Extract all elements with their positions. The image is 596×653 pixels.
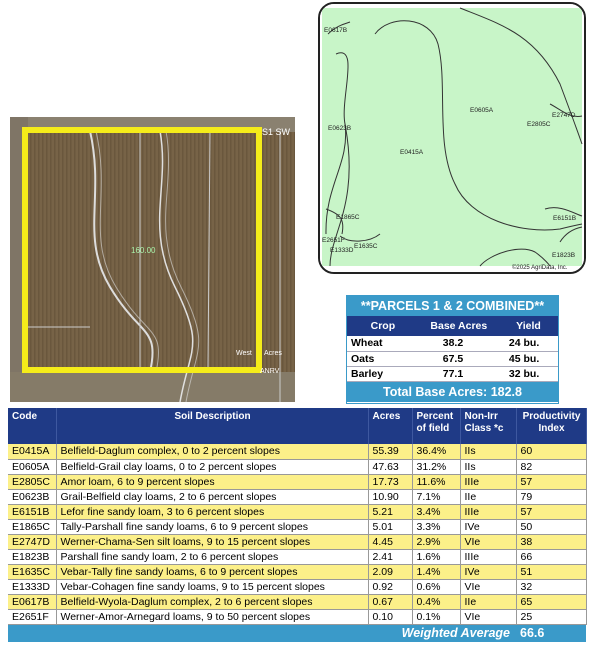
soil-percent-cell: 2.9%: [412, 534, 460, 549]
map-label-3: E2747D: [552, 112, 576, 119]
soil-map-image: [320, 4, 584, 272]
soil-class-cell: VIe: [460, 609, 516, 624]
soil-class-cell: IIs: [460, 459, 516, 474]
soil-code-cell: E0617B: [8, 594, 56, 609]
soil-class-cell: VIe: [460, 534, 516, 549]
soil-productivity-cell: 66: [516, 549, 586, 564]
soil-class-cell: IIe: [460, 489, 516, 504]
header-acres: Acres: [368, 408, 412, 444]
soil-class-cell: IVe: [460, 519, 516, 534]
soil-percent-cell: 1.6%: [412, 549, 460, 564]
soil-productivity-cell: 57: [516, 504, 586, 519]
weighted-average-label: Weighted Average: [8, 624, 516, 642]
soil-class-cell: IIIe: [460, 504, 516, 519]
soil-class-cell: IVe: [460, 564, 516, 579]
soil-table-body: [8, 444, 586, 642]
soil-description-cell: Grail-Belfield clay loams, 2 to 6 percent slopes: [56, 489, 368, 504]
road-label: West: [236, 350, 252, 357]
soil-description-cell: Vebar-Tally fine sandy loams, 6 to 9 percent slopes: [56, 564, 368, 579]
soil-productivity-cell: 51: [516, 564, 586, 579]
soil-description-cell: Belfield-Grail clay loams, 0 to 2 percent slopes: [56, 459, 368, 474]
soil-row: [8, 519, 586, 534]
acre-label: 160.00: [131, 246, 156, 255]
soil-acres-cell: 5.01: [368, 519, 412, 534]
soil-percent-cell: 11.6%: [412, 474, 460, 489]
soil-percent-cell: 36.4%: [412, 444, 460, 459]
map-label-4: E2805C: [527, 121, 551, 128]
soil-percent-cell: 3.4%: [412, 504, 460, 519]
soil-code-cell: E0605A: [8, 459, 56, 474]
parcels-row: [347, 336, 558, 351]
soil-class-cell: IIIe: [460, 474, 516, 489]
soil-row: [8, 579, 586, 594]
soil-description-cell: Vebar-Cohagen fine sandy loams, 9 to 15 percent slopes: [56, 579, 368, 594]
soil-productivity-cell: 57: [516, 474, 586, 489]
header-productivity: Productivity Index: [516, 408, 586, 444]
soil-code-cell: E6151B: [8, 504, 56, 519]
soil-acres-cell: 55.39: [368, 444, 412, 459]
soil-acres-cell: 10.90: [368, 489, 412, 504]
map-label-0: E0617B: [324, 27, 348, 34]
map-label-9: E1635C: [354, 243, 378, 250]
soil-acres-cell: 0.10: [368, 609, 412, 624]
soil-code-cell: E1333D: [8, 579, 56, 594]
road-label-2: Acres: [264, 350, 282, 357]
soil-class-cell: IIIe: [460, 549, 516, 564]
parcels-summary: [346, 295, 559, 404]
soil-percent-cell: 3.3%: [412, 519, 460, 534]
map-label-5: E0415A: [400, 149, 424, 156]
parcels-row: [347, 366, 558, 381]
aerial-photo: [10, 117, 295, 402]
soil-row: [8, 474, 586, 489]
acres-cell: 38.2: [419, 336, 499, 351]
soil-class-cell: IIs: [460, 444, 516, 459]
soil-row: [8, 534, 586, 549]
parcels-table: [347, 316, 558, 382]
crop-cell: Oats: [347, 351, 419, 366]
soil-row: [8, 564, 586, 579]
aerial-image: [10, 117, 295, 402]
soil-acres-cell: 2.41: [368, 549, 412, 564]
crop-cell: Barley: [347, 366, 419, 381]
acres-cell: 67.5: [419, 351, 499, 366]
soil-productivity-cell: 32: [516, 579, 586, 594]
map-label-2: E0605A: [470, 107, 494, 114]
soil-map: [318, 2, 586, 274]
soil-description-cell: Werner-Chama-Sen silt loams, 9 to 15 percent slopes: [56, 534, 368, 549]
soil-acres-cell: 2.09: [368, 564, 412, 579]
yield-cell: 32 bu.: [499, 366, 558, 381]
section-label: S1 SW: [262, 127, 291, 137]
soil-productivity-cell: 82: [516, 459, 586, 474]
soil-code-cell: E2747D: [8, 534, 56, 549]
soil-description-cell: Lefor fine sandy loam, 3 to 6 percent slopes: [56, 504, 368, 519]
soil-acres-cell: 4.45: [368, 534, 412, 549]
soil-productivity-cell: 38: [516, 534, 586, 549]
soil-code-cell: E1635C: [8, 564, 56, 579]
map-label-7: E2651F: [322, 237, 345, 244]
parcels-header-yield: Yield: [499, 316, 558, 336]
parcels-header-acres: Base Acres: [419, 316, 499, 336]
parcels-row: [347, 351, 558, 366]
soil-row: [8, 549, 586, 564]
total-label: Total Base Acres:: [383, 384, 488, 399]
total-base-acres: [347, 382, 558, 402]
map-label-10: E6151B: [553, 215, 577, 222]
soil-description-cell: Amor loam, 6 to 9 percent slopes: [56, 474, 368, 489]
total-value: 182.8: [490, 384, 522, 399]
soil-row: [8, 594, 586, 609]
soil-productivity-cell: 25: [516, 609, 586, 624]
map-label-1: E0623B: [328, 125, 352, 132]
soil-row: [8, 489, 586, 504]
acres-cell: 77.1: [419, 366, 499, 381]
soil-productivity-cell: 79: [516, 489, 586, 504]
soil-row: [8, 459, 586, 474]
soil-code-cell: E1865C: [8, 519, 56, 534]
soil-code-cell: E2651F: [8, 609, 56, 624]
parcels-title: **PARCELS 1 & 2 COMBINED**: [347, 296, 558, 316]
soil-percent-cell: 1.4%: [412, 564, 460, 579]
map-label-6: E1865C: [336, 214, 360, 221]
soil-productivity-cell: 65: [516, 594, 586, 609]
road-label-3: ANRV: [260, 368, 280, 375]
parcels-header-crop: Crop: [347, 316, 419, 336]
weighted-average-value: 66.6: [516, 624, 586, 642]
soil-description-cell: Tally-Parshall fine sandy loams, 6 to 9 percent slopes: [56, 519, 368, 534]
weighted-average-row: [8, 624, 586, 642]
soil-class-cell: VIe: [460, 579, 516, 594]
yield-cell: 45 bu.: [499, 351, 558, 366]
soil-description-cell: Werner-Amor-Arnegard loams, 9 to 50 percent slopes: [56, 609, 368, 624]
header-description: Soil Description: [56, 408, 368, 444]
soil-percent-cell: 0.1%: [412, 609, 460, 624]
soil-description-cell: Belfield-Wyola-Daglum complex, 2 to 6 percent slopes: [56, 594, 368, 609]
soil-description-cell: Parshall fine sandy loam, 2 to 6 percent slopes: [56, 549, 368, 564]
soil-code-cell: E1823B: [8, 549, 56, 564]
soil-row: [8, 444, 586, 459]
header-class: Non-Irr Class *c: [460, 408, 516, 444]
soil-percent-cell: 31.2%: [412, 459, 460, 474]
map-label-11: E1823B: [552, 252, 576, 259]
crop-cell: Wheat: [347, 336, 419, 351]
soil-code-cell: E0623B: [8, 489, 56, 504]
soil-acres-cell: 0.92: [368, 579, 412, 594]
soil-row: [8, 609, 586, 624]
soil-table: [8, 408, 587, 642]
soil-acres-cell: 0.67: [368, 594, 412, 609]
soil-class-cell: IIe: [460, 594, 516, 609]
soil-description-cell: Belfield-Daglum complex, 0 to 2 percent slopes: [56, 444, 368, 459]
soil-percent-cell: 0.4%: [412, 594, 460, 609]
soil-code-cell: E0415A: [8, 444, 56, 459]
map-label-8: E1333D: [330, 247, 354, 254]
yield-cell: 24 bu.: [499, 336, 558, 351]
soil-acres-cell: 17.73: [368, 474, 412, 489]
map-copyright: ©2025 AgriData, Inc.: [512, 265, 568, 271]
soil-productivity-cell: 60: [516, 444, 586, 459]
header-percent: Percent of field: [412, 408, 460, 444]
soil-percent-cell: 0.6%: [412, 579, 460, 594]
soil-percent-cell: 7.1%: [412, 489, 460, 504]
soil-code-cell: E2805C: [8, 474, 56, 489]
soil-acres-cell: 47.63: [368, 459, 412, 474]
soil-acres-cell: 5.21: [368, 504, 412, 519]
soil-row: [8, 504, 586, 519]
soil-productivity-cell: 50: [516, 519, 586, 534]
header-code: Code: [8, 408, 56, 444]
